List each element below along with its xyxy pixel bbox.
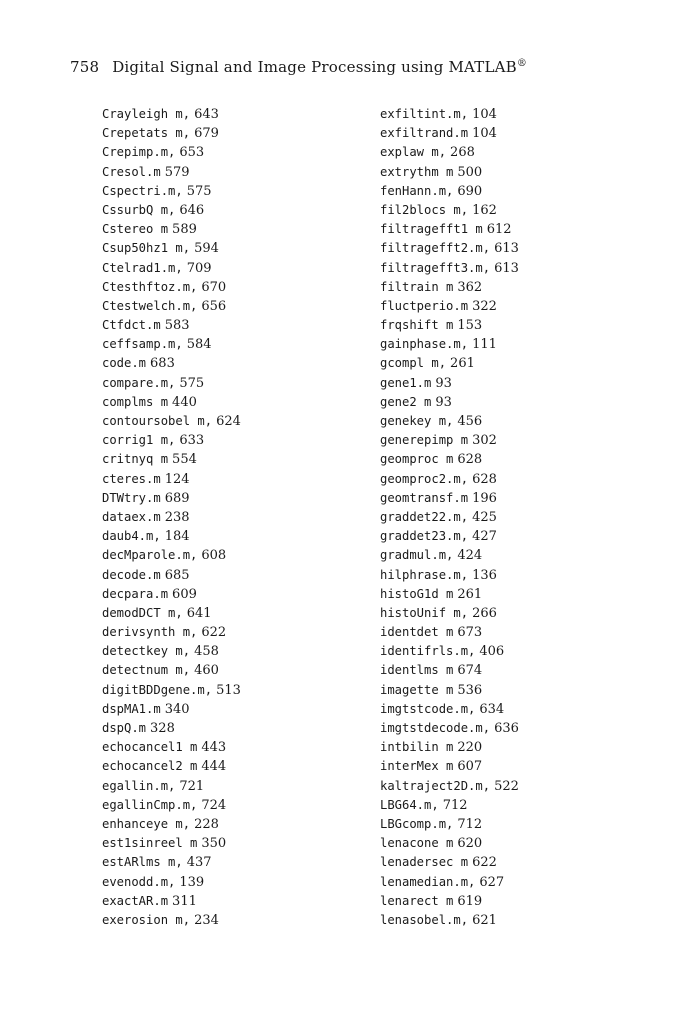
function-name: egallinCmp.m, [102, 797, 198, 812]
index-entry [102, 892, 241, 911]
page-reference: 633 [179, 433, 205, 449]
index-entry [102, 297, 241, 316]
page-reference: 124 [164, 471, 190, 487]
index-entry [102, 566, 241, 585]
page-reference: 709 [186, 260, 212, 276]
page-reference: 328 [150, 721, 175, 736]
page-reference: 425 [472, 509, 497, 525]
function-name: dspQ.m [102, 721, 147, 735]
function-name: Cresol.m [102, 164, 161, 179]
function-name: LBG64.m, [380, 797, 439, 812]
function-name: graddet23.m, [380, 529, 469, 544]
index-entry [102, 642, 241, 661]
page-reference: 162 [472, 202, 497, 218]
page-reference: 612 [486, 222, 512, 238]
page-reference: 594 [194, 241, 219, 257]
page-reference: 724 [201, 797, 227, 813]
page-reference: 500 [457, 164, 483, 180]
function-name: exfiltrand.m [380, 126, 469, 141]
page-reference: 613 [494, 241, 519, 257]
page-reference: 679 [194, 126, 219, 142]
function-name: filtragefft2.m, [380, 241, 491, 256]
function-name: LBGcomp.m, [380, 816, 454, 831]
index-entry [380, 527, 519, 546]
function-name: gene2 m [380, 394, 432, 409]
function-name: geomproc2.m, [380, 471, 469, 486]
function-name: imgtstdecode.m, [380, 721, 491, 735]
function-name: genekey m, [380, 414, 454, 428]
index-entry [380, 431, 519, 450]
index-entry [102, 163, 241, 182]
function-name: exerosion m, [102, 912, 191, 927]
function-name: lenasobel.m, [380, 912, 469, 927]
function-name: cteres.m [102, 471, 161, 486]
function-name: decode.m [102, 567, 161, 582]
function-name: compare.m, [102, 375, 176, 390]
function-name: filtragefft1 m [380, 222, 483, 237]
page-reference: 670 [201, 279, 227, 295]
page-reference: 712 [457, 816, 483, 832]
function-name: imgtstcode.m, [380, 701, 476, 716]
function-name: egallin.m, [102, 778, 176, 793]
page-reference: 111 [472, 337, 497, 353]
index-entry [380, 796, 519, 815]
page-reference: 322 [472, 298, 497, 314]
page-reference: 589 [172, 222, 197, 238]
running-head [70, 58, 527, 76]
index-entry [102, 316, 241, 335]
index-entry [102, 354, 241, 373]
index-entry [102, 834, 241, 853]
page-reference: 579 [164, 164, 190, 180]
function-name: ceffsamp.m, [102, 337, 183, 352]
index-entry [380, 873, 519, 892]
page-reference: 268 [450, 145, 475, 161]
index-entry [102, 374, 241, 393]
index-entry [380, 450, 519, 469]
function-name: filtragefft3.m, [380, 260, 491, 275]
index-entry [380, 623, 519, 642]
index-entry [380, 719, 519, 738]
index-entry [380, 297, 519, 316]
index-entry [380, 105, 519, 124]
index-entry [102, 259, 241, 278]
index-entry [102, 546, 241, 565]
page-reference: 609 [172, 586, 197, 602]
function-name: generepimp m [380, 433, 469, 448]
index-entry [380, 201, 519, 220]
function-name: fil2blocs m, [380, 202, 469, 217]
index-entry [102, 604, 241, 623]
function-name: dataex.m [102, 509, 161, 524]
function-name: histoUnif m, [380, 605, 469, 620]
index-entry [380, 335, 519, 354]
page-reference: 636 [494, 721, 519, 736]
function-name: estARlms m, [102, 855, 183, 870]
page-reference: 622 [201, 625, 227, 641]
page-reference: 575 [179, 375, 205, 391]
function-name: detectkey m, [102, 644, 191, 659]
function-name: est1sinreel m [102, 836, 198, 851]
page-reference: 139 [179, 874, 205, 890]
page-reference: 261 [450, 356, 475, 372]
function-name: Csup50hz1 m, [102, 241, 191, 256]
page-reference: 583 [164, 318, 190, 334]
index-entry [380, 642, 519, 661]
index-entry [102, 719, 241, 738]
function-name: extrythm m [380, 164, 454, 179]
index-entry [380, 259, 519, 278]
index-entry [380, 393, 519, 412]
index-entry [380, 604, 519, 623]
function-name: Cspectri.m, [102, 183, 183, 198]
function-name: Ctfdct.m [102, 318, 161, 333]
function-name: interMex m [380, 759, 454, 774]
index-entry [380, 316, 519, 335]
function-name: fluctperio.m [380, 298, 469, 313]
function-name: exactAR.m [102, 893, 169, 908]
page-reference: 674 [457, 663, 483, 679]
function-name: identlms m [380, 663, 454, 678]
index-entry [102, 470, 241, 489]
index-entry [380, 374, 519, 393]
function-name: lenadersec m [380, 855, 469, 870]
function-name: imagette m [380, 682, 454, 697]
index-entry [102, 757, 241, 776]
function-name: frqshift m [380, 318, 454, 333]
index-entry [102, 431, 241, 450]
function-name: demodDCT m, [102, 605, 183, 620]
index-entry [380, 489, 519, 508]
page-reference: 340 [164, 701, 190, 717]
page-reference: 362 [457, 279, 483, 295]
index-entry [102, 124, 241, 143]
index-entry [380, 738, 519, 757]
function-name: geomproc m [380, 452, 454, 467]
function-name: detectnum m, [102, 663, 191, 678]
function-name: histoG1d m [380, 586, 454, 601]
index-entry [380, 508, 519, 527]
index-entry [102, 527, 241, 546]
page-reference: 621 [472, 912, 497, 928]
index-entry [102, 738, 241, 757]
function-name: CssurbQ m, [102, 202, 176, 217]
page-reference: 634 [479, 701, 505, 717]
function-name: decpara.m [102, 586, 169, 601]
function-name: exfiltint.m, [380, 107, 469, 121]
index-entry [102, 853, 241, 872]
index-entry [380, 815, 519, 834]
function-name: gainphase.m, [380, 337, 469, 352]
page-reference: 584 [186, 337, 212, 353]
page-reference: 613 [494, 260, 519, 276]
page-reference: 673 [457, 625, 483, 641]
index-entry [102, 220, 241, 239]
page-reference: 104 [472, 126, 497, 142]
page-reference: 261 [457, 586, 483, 602]
page-reference: 622 [472, 855, 497, 871]
page-reference: 93 [435, 375, 452, 391]
function-name: kaltraject2D.m, [380, 778, 491, 793]
page-reference: 653 [179, 145, 205, 161]
function-name: contoursobel m, [102, 414, 213, 428]
index-entry [380, 163, 519, 182]
function-name: digitBDDgene.m, [102, 682, 213, 697]
index-entry [380, 681, 519, 700]
index-entry [102, 105, 241, 124]
index-entry [380, 911, 519, 930]
index-entry [380, 124, 519, 143]
page-reference: 608 [201, 548, 227, 564]
page-reference: 443 [201, 740, 227, 756]
page-reference: 220 [457, 740, 483, 756]
index-entry [380, 892, 519, 911]
trademark-symbol: ® [516, 58, 528, 69]
page-reference: 522 [494, 778, 519, 794]
index-entry [380, 239, 519, 258]
function-name: evenodd.m, [102, 874, 176, 889]
function-name: Crepetats m, [102, 126, 191, 141]
function-name: code.m [102, 356, 147, 371]
function-name: Crayleigh m, [102, 107, 191, 121]
function-name: Ctelrad1.m, [102, 260, 183, 275]
function-name: explaw m, [380, 145, 447, 160]
page-reference: 643 [194, 107, 219, 122]
book-title: Digital Signal and Image Processing using MATLAB [112, 58, 517, 76]
function-name: corrig1 m, [102, 433, 176, 448]
function-name: Ctesthftoz.m, [102, 279, 198, 294]
page-reference: 350 [201, 836, 227, 852]
index-entry [102, 489, 241, 508]
page-reference: 683 [150, 356, 175, 372]
index-entry [380, 143, 519, 162]
index-entry [380, 834, 519, 853]
function-name: gene1.m [380, 375, 432, 390]
page-reference: 104 [472, 107, 497, 122]
index-entry [380, 470, 519, 489]
page-reference: 689 [164, 490, 190, 506]
function-name: complms m [102, 394, 169, 409]
function-name: enhanceye m, [102, 816, 191, 831]
function-name: lenamedian.m, [380, 874, 476, 889]
index-entry [380, 546, 519, 565]
page-reference: 302 [472, 433, 497, 449]
page-reference: 690 [457, 183, 483, 199]
function-name: daub4.m, [102, 529, 161, 544]
page-reference: 427 [472, 529, 497, 545]
index-entry [380, 566, 519, 585]
page-reference: 554 [172, 452, 197, 468]
page-reference: 513 [216, 682, 241, 698]
page-reference: 196 [472, 490, 497, 506]
page-reference: 136 [472, 567, 497, 583]
page-reference: 437 [186, 855, 212, 871]
page-reference: 607 [457, 759, 483, 775]
index-entry [102, 508, 241, 527]
page-reference: 627 [479, 874, 505, 890]
index-entry [102, 585, 241, 604]
page-reference: 721 [179, 778, 205, 794]
page-reference: 266 [472, 605, 497, 621]
page-number: 758 [70, 58, 100, 76]
index-entry [380, 182, 519, 201]
index-entry [102, 681, 241, 700]
function-name: filtrain m [380, 279, 454, 294]
index-entry [380, 853, 519, 872]
page-reference: 624 [216, 414, 241, 429]
function-name: Cstereo m [102, 222, 169, 237]
index-entry [380, 757, 519, 776]
index-entry [102, 700, 241, 719]
index-entry [380, 585, 519, 604]
page-reference: 234 [194, 912, 219, 928]
index-entry [102, 450, 241, 469]
index-entry [102, 412, 241, 431]
page-reference: 184 [164, 529, 190, 545]
index-entry [102, 777, 241, 796]
function-name: hilphrase.m, [380, 567, 469, 582]
index-entry [102, 239, 241, 258]
index-entry [380, 661, 519, 680]
index-entry [380, 777, 519, 796]
page-reference: 440 [172, 394, 197, 410]
index-entry [380, 278, 519, 297]
index-column-left [102, 105, 241, 930]
page-reference: 228 [194, 816, 219, 832]
page-reference: 575 [186, 183, 212, 199]
page-reference: 460 [194, 663, 219, 679]
index-entry [380, 354, 519, 373]
index-entry [102, 335, 241, 354]
function-name: echocancel2 m [102, 759, 198, 774]
page-reference: 685 [164, 567, 190, 583]
function-name: derivsynth m, [102, 625, 198, 640]
function-name: graddet22.m, [380, 509, 469, 524]
index-entry [380, 412, 519, 431]
page-reference: 456 [457, 414, 483, 429]
function-name: decMparole.m, [102, 548, 198, 563]
index-entry [102, 393, 241, 412]
index-entry [102, 278, 241, 297]
page-reference: 93 [435, 394, 452, 410]
function-name: fenHann.m, [380, 183, 454, 198]
index-entry [102, 661, 241, 680]
function-name: gcompl m, [380, 356, 447, 371]
page-reference: 628 [457, 452, 483, 468]
index-entry [102, 911, 241, 930]
page-reference: 712 [442, 797, 468, 813]
page-reference: 656 [201, 298, 227, 314]
function-name: DTWtry.m [102, 490, 161, 505]
function-name: identifrls.m, [380, 644, 476, 659]
index-entry [380, 700, 519, 719]
function-name: gradmul.m, [380, 548, 454, 563]
page-reference: 238 [164, 509, 190, 525]
function-name: lenarect m [380, 893, 454, 908]
page-reference: 619 [457, 893, 483, 909]
page-reference: 444 [201, 759, 227, 775]
index-entry [102, 815, 241, 834]
page-reference: 536 [457, 682, 483, 698]
page-reference: 646 [179, 202, 205, 218]
function-name: dspMA1.m [102, 701, 161, 716]
index-entry [102, 623, 241, 642]
index-column-right [380, 105, 519, 930]
page-reference: 153 [457, 318, 483, 334]
function-name: geomtransf.m [380, 490, 469, 505]
function-name: identdet m [380, 625, 454, 640]
page-reference: 620 [457, 836, 483, 852]
index-entry [102, 143, 241, 162]
index-entry [102, 201, 241, 220]
index-entry [380, 220, 519, 239]
function-name: echocancel1 m [102, 740, 198, 755]
page-reference: 628 [472, 471, 497, 487]
page-reference: 424 [457, 548, 483, 564]
function-name: critnyq m [102, 452, 169, 467]
index-entry [102, 182, 241, 201]
function-name: Ctestwelch.m, [102, 298, 198, 313]
function-name: Crepimp.m, [102, 145, 176, 160]
page-reference: 458 [194, 644, 219, 660]
index-entry [102, 873, 241, 892]
page-reference: 311 [172, 893, 197, 909]
page-reference: 406 [479, 644, 505, 660]
function-name: intbilin m [380, 740, 454, 755]
function-name: lenacone m [380, 836, 454, 851]
page-reference: 641 [186, 605, 212, 621]
index-entry [102, 796, 241, 815]
